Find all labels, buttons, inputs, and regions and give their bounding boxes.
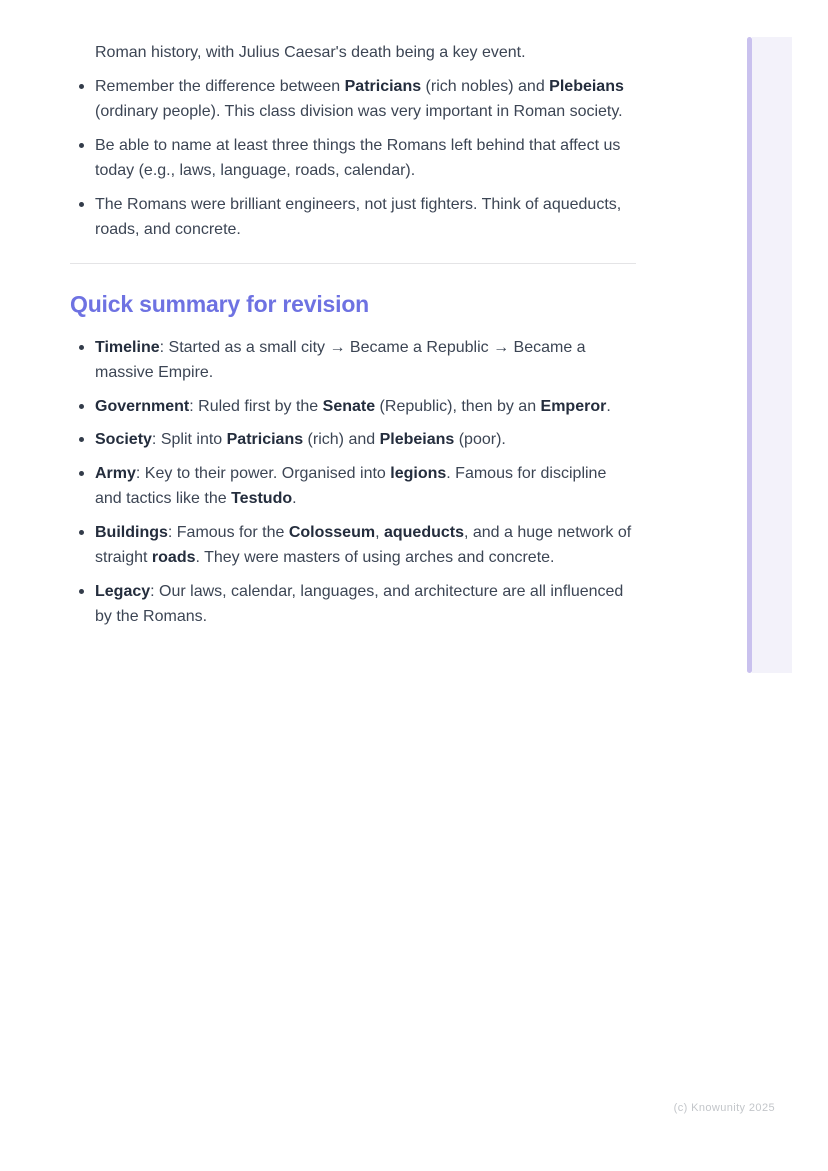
list-item: Society: Split into Patricians (rich) and Plebeians (poor). <box>70 427 636 453</box>
summary-list <box>70 335 636 630</box>
paragraph-continuation: Roman history, with Julius Caesar's death being a key event. <box>95 44 526 61</box>
page-content <box>70 40 636 630</box>
list-item: Government: Ruled first by the Senate (Republic), then by an Emperor. <box>70 394 636 420</box>
scrollbar-thumb[interactable] <box>747 37 752 673</box>
list-item: Army: Key to their power. Organised into legions. Famous for discipline and tactics like the Testudo. <box>70 461 636 512</box>
summary-section-heading: Quick summary for revision <box>70 290 370 317</box>
list-item: Buildings: Famous for the Colosseum, aqueducts, and a huge network of straight roads. They were masters of using arches and concrete. <box>70 520 636 571</box>
section-divider <box>70 263 636 264</box>
list-item: Remember the difference between Patricians (rich nobles) and Plebeians (ordinary people). This class division was very important in Roman society. <box>70 74 636 125</box>
list-item: The Romans were brilliant engineers, not just fighters. Think of aqueducts, roads, and concrete. <box>70 192 636 243</box>
list-item: Legacy: Our laws, calendar, languages, and architecture are all influenced by the Romans. <box>70 579 636 630</box>
list-item: Timeline: Started as a small city → Became a Republic → Became a massive Empire. <box>70 335 636 386</box>
list-item: Be able to name at least three things the Romans left behind that affect us today (e.g., laws, language, roads, calendar). <box>70 133 636 184</box>
exam-tips-list <box>70 74 636 243</box>
scrollbar-track[interactable] <box>752 37 792 673</box>
copyright-footer: (c) Knowunity 2025 <box>673 1102 775 1114</box>
